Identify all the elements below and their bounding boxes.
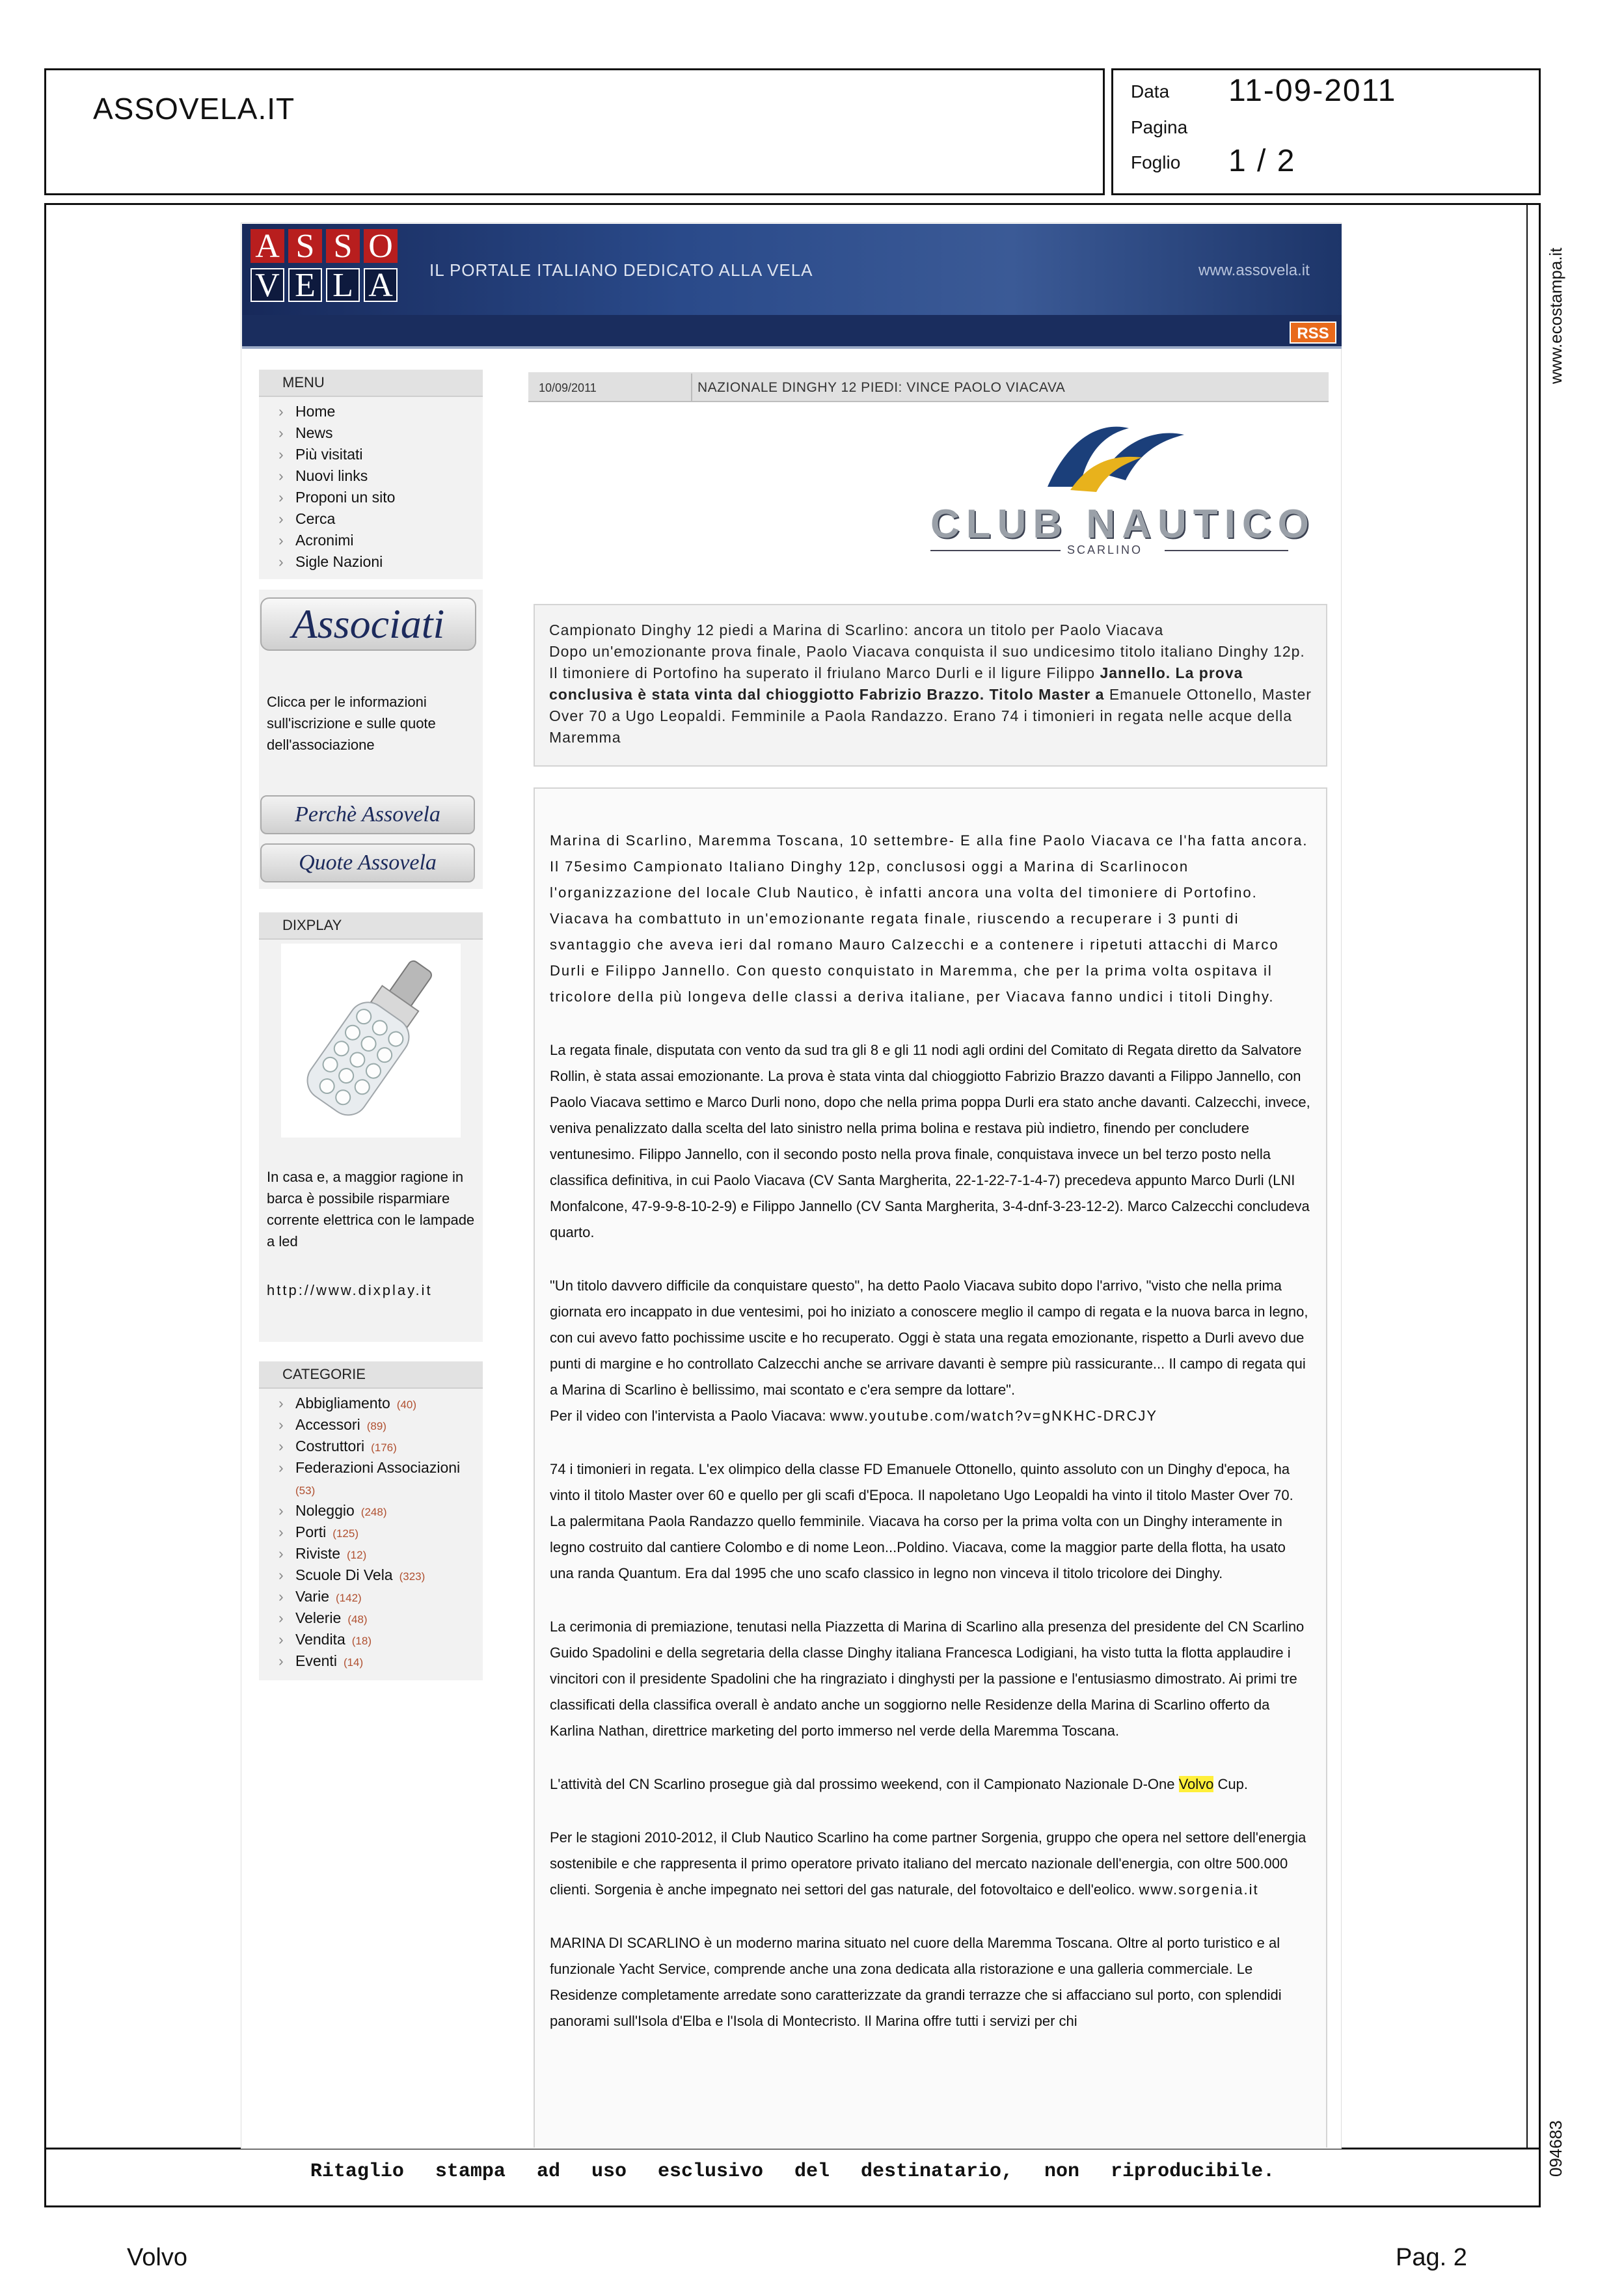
- summary-body: [549, 641, 1312, 748]
- menu-item-proponi-sito[interactable]: › Proponi un sito: [259, 487, 483, 508]
- category-count: (48): [347, 1613, 368, 1626]
- category-name: Varie: [295, 1588, 329, 1605]
- dixplay-title: DIXPLAY: [259, 912, 483, 940]
- category-name: Riviste: [295, 1545, 341, 1562]
- site-url[interactable]: www.assovela.it: [1198, 262, 1310, 279]
- category-name: Velerie: [295, 1609, 342, 1626]
- category-name: Vendita: [295, 1631, 345, 1648]
- dixplay-link[interactable]: http://www.dixplay.it: [267, 1282, 433, 1298]
- category-name: Eventi: [295, 1652, 337, 1669]
- logo-letter: L: [326, 268, 360, 302]
- category-item[interactable]: [259, 1457, 483, 1500]
- led-lamp-icon: [281, 944, 461, 1138]
- menu-item-acronimi[interactable]: › Acronimi: [259, 530, 483, 551]
- menu-item-nuovi-links[interactable]: › Nuovi links: [259, 465, 483, 487]
- menu-title: MENU: [259, 370, 483, 397]
- menu-item-sigle-nazioni[interactable]: › Sigle Nazioni: [259, 551, 483, 573]
- summary-bold: Jannello. La prova conclusiva è stata vinta dal chioggiotto Fabrizio Brazzo. Titolo Master a: [549, 664, 1243, 703]
- article-date: 10/09/2011: [539, 381, 597, 394]
- club-logo-subtitle: SCARLINO: [1067, 543, 1143, 556]
- category-count: (323): [399, 1570, 426, 1583]
- associati-banner[interactable]: Associati: [260, 597, 476, 651]
- associati-text: Clicca per le informazioni sull'iscrizione e sulle quote dell'associazione: [267, 694, 436, 753]
- publication-name: ASSOVELA.IT: [93, 92, 295, 126]
- logo-letter: V: [250, 268, 284, 302]
- logo-letter: O: [364, 229, 398, 263]
- page-label: Pagina: [1131, 117, 1188, 137]
- dixplay-text: In casa e, a maggior ragione in barca è possibile risparmiare corrente elettrica con le lampade a led: [267, 1169, 475, 1249]
- logo-letter: S: [326, 229, 360, 263]
- menu-box: [259, 370, 483, 579]
- article-paragraph: La cerimonia di premiazione, tenutasi nella Piazzetta di Marina di Scarlino alla presenza del presidente del CN Scarlino Guido Spadolini e della segretaria della classe Dinghy italiana Francesca Lodigiani, ha visto tutta la flotta applaudire i vincitori con il presidente Spadolini che ha ringraziato i dinghysti per la passione e l'entusiasmo dimostrato. Ai primi tre classificati della classifica overall è andato anche un soggiorno nelle Residenze della Marina di Scarlino offerto da Karlina Nathan, direttrice marketing del porto immerso nel verde della Maremma Toscana.: [550, 1618, 1305, 1739]
- menu-item-home[interactable]: › Home: [259, 401, 483, 422]
- paragraph-text: Per le stagioni 2010-2012, il Club Nautico Scarlino ha come partner Sorgenia, gruppo che opera nel settore dell'energia sostenibile e che rappresenta il primo operatore privato italiano del mercato nazionale dell'energia, con oltre 500.000 clienti. Sorgenia è anche impegnato nei settori del gas naturale, del fotovoltaico e dell'eolico.: [550, 1829, 1306, 1898]
- paragraph-text: "Un titolo davvero difficile da conquistare questo", ha detto Paolo Viacava subito dopo l'arrivo, "visto che nella prima giornata ero incappato in due ventesimi, poi ho iniziato a conoscere meglio il campo di regata e la nuova barca in legno, con cui avevo fatto pochissime uscite e ho recuperato. Oggi è stata una regata emozionante, rispetto a Durli avevo due punti di margine e ho controllato Calzecchi anche se arrivare davanti è sempre più rassicurante... Il campo di regata qui a Marina di Scarlino è bellissimo, mai scontato e c'era sempre da lottare".: [550, 1277, 1308, 1398]
- menu-item-cerca[interactable]: › Cerca: [259, 508, 483, 530]
- article-paragraph: MARINA DI SCARLINO è un moderno marina situato nel cuore della Maremma Toscana. Oltre al porto turistico e al funzionale Yacht Service, comprende anche una zona dedicata alla ristorazione e una galleria commerciale. Le Residenze completamente arredate sono caratterizzate da grandi terrazze che si affacciano sul porto, con splendidi panorami sull'Isola d'Elba e l'Isola di Montecristo. Il Marina offre tutti i servizi per chi: [550, 1935, 1282, 2029]
- site-logo-top[interactable]: [250, 229, 398, 263]
- menu-item-news[interactable]: › News: [259, 422, 483, 444]
- menu-item-piu-visitati[interactable]: › Più visitati: [259, 444, 483, 465]
- category-item[interactable]: [259, 1522, 483, 1543]
- category-count: (53): [295, 1484, 316, 1497]
- category-item[interactable]: [259, 1629, 483, 1650]
- category-item[interactable]: [259, 1500, 483, 1522]
- frame-divider: [1526, 203, 1528, 2149]
- youtube-link[interactable]: www.youtube.com/watch?v=gNKHC-DRCJY: [830, 1408, 1158, 1424]
- category-count: (40): [396, 1399, 416, 1411]
- article-paragraph: La regata finale, disputata con vento da sud tra gli 8 e gli 11 nodi agli ordini del Comitato di Regata diretto da Salvatore Rollin, è stata assai emozionante. La prova è stata vinta dal chioggiotto Fabrizio Brazzo davanti a Filippo Jannello, con Paolo Viacava settimo e Marco Durli nono, dopo che nella prima poppa Durli era stato anche davanti. Calzecchi, invece, veniva penalizzato dalla scelta del lato sinistro nella prima bolina e restava più indietro, finendo per concludere ventunesimo. Filippo Jannello, con il secondo posto nella prova finale, conquistava invece un bel terzo posto nella classifica definitiva, in cui Paolo Viacava (CV Santa Margherita, 22-1-22-7-1-4-7) precedeva appunto Marco Durli (LNI Monfalcone, 47-9-9-8-10-2-9) e Filippo Jannello (CV Santa Margherita, 3-4-dnf-3-23-12-2). Marco Calzecchi concludeva quarto.: [550, 1042, 1310, 1240]
- summary-text: Dopo un'emozionante prova finale, Paolo Viacava conquista il suo undicesimo titolo italiano Dinghy 12p. Il timoniere di Portofino ha superato il friulano Marco Durli e il ligure Filippo: [549, 643, 1305, 681]
- sheet-label: Foglio: [1131, 152, 1181, 172]
- rss-button[interactable]: RSS: [1290, 321, 1336, 344]
- summary-text: Emanuele Ottonello, Master Over 70 a Ugo Leopaldi. Femminile a Paola Randazzo. Erano 74 i timonieri in regata nelle acque della Maremma: [549, 686, 1312, 746]
- paragraph-text: L'attività del CN Scarlino prosegue già dal prossimo weekend, con il Campionato Nazionale D-One: [550, 1776, 1179, 1792]
- article-header-divider: [691, 374, 692, 401]
- category-count: (176): [371, 1441, 397, 1454]
- article-title[interactable]: NAZIONALE DINGHY 12 PIEDI: VINCE PAOLO VIACAVA: [697, 380, 1066, 395]
- category-name: Costruttori: [295, 1438, 365, 1454]
- category-name: Accessori: [295, 1416, 360, 1433]
- sorgenia-link[interactable]: www.sorgenia.it: [1139, 1881, 1259, 1898]
- date-value: 11-09-2011: [1228, 74, 1397, 108]
- club-logo-text: CLUB NAUTICO: [930, 502, 1316, 547]
- category-name: Federazioni Associazioni: [295, 1459, 461, 1476]
- category-count: (142): [336, 1592, 362, 1604]
- article-paragraph: Marina di Scarlino, Maremma Toscana, 10 settembre- E alla fine Paolo Viacava ce l'ha fatta ancora. Il 75esimo Campionato Italiano Dinghy 12p, conclusosi oggi a Marina di Scarlinocon l'organizzazione del locale Club Nautico, è infatti ancora una volta del timoniere di Portofino. Viacava ha combattuto in un'emozionante regata finale, riuscendo a recuperare i 3 punti di svantaggio che aveva ieri dal romano Mauro Calzecchi e a contenere i ripetuti attacchi di Marco Durli e Filippo Jannello. Con questo conquistato in Maremma, che per la prima volta ospitava il tricolore della più longeva delle classi a deriva italiane, per Viacava fanno undici i titoli Dinghy.: [550, 832, 1308, 1005]
- footer-keyword: Volvo: [127, 2244, 187, 2271]
- category-item[interactable]: [259, 1650, 483, 1672]
- footer-page: Pag. 2: [1396, 2244, 1467, 2271]
- article-summary: [534, 604, 1327, 767]
- category-count: (18): [351, 1635, 372, 1647]
- category-name: Porti: [295, 1523, 327, 1540]
- perche-assovela-button[interactable]: Perchè Assovela: [260, 795, 475, 834]
- article-paragraph: [550, 1273, 1311, 1429]
- led-lamp-image[interactable]: [281, 944, 461, 1138]
- sheet-value: 1 / 2: [1228, 144, 1296, 178]
- category-item[interactable]: [259, 1586, 483, 1607]
- category-item[interactable]: [259, 1393, 483, 1414]
- summary-headline: Campionato Dinghy 12 piedi a Marina di Scarlino: ancora un titolo per Paolo Viacava: [549, 621, 1164, 638]
- ecostampa-url: www.ecostampa.it: [1546, 247, 1565, 384]
- category-name: Noleggio: [295, 1502, 355, 1519]
- logo-letter: S: [288, 229, 322, 263]
- logo-letter: E: [288, 268, 322, 302]
- logo-letter: A: [364, 268, 398, 302]
- category-count: (12): [347, 1549, 367, 1561]
- category-item[interactable]: [259, 1414, 483, 1436]
- highlighted-keyword: Volvo: [1178, 1776, 1214, 1792]
- article-paragraph: 74 i timonieri in regata. L'ex olimpico della classe FD Emanuele Ottonello, quinto assoluto con un Dinghy d'epoca, ha vinto il titolo Master over 60 e quello per gli scafi d'Epoca. Il napoletano Ugo Leopaldi ha vinto il titolo Master Over 70. La palermitana Paola Randazzo quello femminile. Viacava ha corso per la prima volta con un Dinghy interamente in legno costruito dal cantiere Colombo e di nome Leon...Poldino. Viacava, come la maggior parte della flotta, ha usato una randa Quantum. Era dal 1995 che uno scafo classico in legno non vinceva il titolo tricolore dei Dinghy.: [550, 1461, 1293, 1581]
- category-count: (89): [366, 1420, 386, 1432]
- categories-title: CATEGORIE: [259, 1361, 483, 1389]
- document-code: 094683: [1546, 2120, 1565, 2177]
- category-item[interactable]: [259, 1607, 483, 1629]
- club-logo-rule-left: [930, 550, 1061, 551]
- paragraph-text: Cup.: [1213, 1776, 1249, 1792]
- disclaimer: Ritaglio stampa ad uso esclusivo del destinatario, non riproducibile.: [310, 2161, 1275, 2183]
- category-name: Scuole Di Vela: [295, 1566, 393, 1583]
- site-tagline: IL PORTALE ITALIANO DEDICATO ALLA VELA: [429, 260, 813, 280]
- article-paragraph: [550, 1825, 1311, 1903]
- club-logo-rule-right: [1165, 550, 1288, 551]
- category-count: (125): [332, 1527, 359, 1540]
- site-logo-bottom[interactable]: [250, 268, 398, 302]
- logo-letter: A: [250, 229, 284, 263]
- category-item[interactable]: [259, 1564, 483, 1586]
- header-publication-box: [44, 68, 1105, 195]
- date-label: Data: [1131, 81, 1170, 102]
- seagull-emblem-icon: [908, 409, 1311, 500]
- quote-assovela-button[interactable]: Quote Assovela: [260, 843, 475, 882]
- article-paragraph: [550, 1771, 1311, 1797]
- article-body: [550, 828, 1311, 2062]
- category-item[interactable]: [259, 1436, 483, 1457]
- category-count: (248): [360, 1506, 387, 1518]
- category-item[interactable]: [259, 1543, 483, 1564]
- paragraph-text: Per il video con l'intervista a Paolo Viacava:: [550, 1408, 830, 1424]
- site-banner-bar: [242, 315, 1342, 349]
- category-name: Abbigliamento: [295, 1395, 390, 1412]
- category-count: (14): [343, 1656, 364, 1669]
- categories-box: [259, 1361, 483, 1680]
